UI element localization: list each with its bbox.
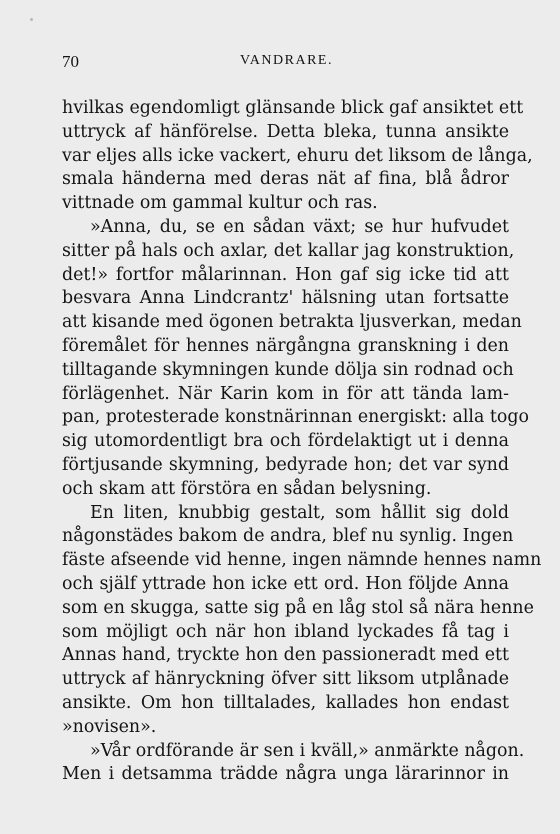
text-line: »Anna, du, se en sådan växt; se hur hufvudet: [90, 216, 509, 237]
text-line: pan, protesterade konstnärinnan energiskt: alla togo: [62, 407, 529, 428]
text-line: sig utomordentligt bra och fördelaktigt ut i denna: [62, 431, 509, 452]
text-line: hvilkas egendomligt glänsande blick gaf ansiktet ett: [62, 98, 524, 118]
text-line: föremålet för hennes närgångna granskning i den: [62, 335, 509, 356]
body-text: [62, 97, 542, 787]
paper-speck: [30, 18, 33, 21]
text-line: som möjligt och när hon ibland lyckades få tag i: [62, 621, 509, 642]
text-line: det!» fortfor målarinnan. Hon gaf sig icke tid att: [62, 264, 509, 285]
text-line: vittnade om gammal kultur och ras.: [62, 193, 378, 214]
text-line: »novisen».: [62, 716, 157, 737]
text-line: och själf yttrade hon icke ett ord. Hon följde Anna: [62, 573, 509, 594]
text-line: smala händerna med deras nät af fina, blå ådror: [62, 169, 509, 190]
text-line: Men i detsamma trädde några unga lärarinnor in: [62, 764, 509, 785]
page-number: 70: [62, 52, 79, 71]
text-line: Annas hand, tryckte hon den passioneradt med ett: [62, 645, 509, 666]
text-line: och skam att förstöra en sådan belysning.: [62, 478, 432, 499]
text-line: En liten, knubbig gestalt, som hållit sig dold: [90, 502, 509, 523]
text-line: »Vår ordförande är sen i kväll,» anmärkte någon.: [90, 740, 525, 761]
text-line: var eljes alls icke vackert, ehuru det liksom de långa,: [62, 145, 533, 166]
text-line: förlägenhet. När Karin kom in för att tända lam-: [62, 383, 509, 404]
text-line: förtjusande skymning, bedyrade hon; det var synd: [62, 454, 509, 475]
text-line: besvara Anna Lindcrantz' hälsning utan fortsatte: [62, 288, 509, 309]
text-line: som en skugga, satte sig på en låg stol så nära henne: [62, 597, 534, 618]
text-line: uttryck af hänryckning öfver sitt liksom utplånade: [62, 669, 509, 690]
text-line: sitter på hals och axlar, det kallar jag konstruktion,: [62, 240, 515, 261]
text-line: tilltagande skymningen kunde dölja sin rodnad och: [62, 359, 514, 380]
text-line: ansikte. Om hon tilltalades, kallades hon endast: [62, 692, 509, 713]
page-header: [62, 52, 510, 72]
text-line: någonstädes bakom de andra, blef nu synlig. Ingen: [62, 526, 514, 547]
text-line: uttryck af hänförelse. Detta bleka, tunna ansikte: [62, 121, 509, 142]
running-title: VANDRARE.: [240, 53, 333, 68]
text-line: fäste afseende vid henne, ingen nämnde hennes namn: [62, 550, 542, 571]
text-line: att kisande med ögonen betrakta ljusverkan, medan: [62, 312, 522, 333]
